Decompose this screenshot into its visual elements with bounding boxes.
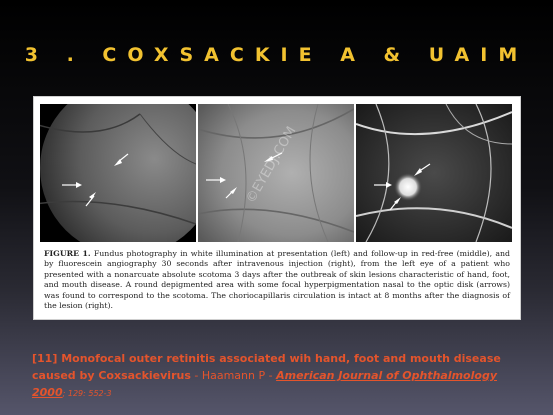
reference-journal-link[interactable]: American Journal of Ophthalmology 2000 [32,369,497,399]
figure-caption [44,249,510,311]
fundus-photos [40,104,512,242]
reference-author: - Haamann P - [190,369,277,382]
watermark-text: ©EYEDJ.COM [243,124,300,206]
fundus-photo-red-free [198,104,354,242]
fundus-image-right [356,104,512,242]
caption-lead: FIGURE 1. [44,249,91,258]
reference-citation [32,350,532,402]
reference-title: [11] Monofocal outer retinitis associated wih hand, foot and mouth disease caused by Coxsackievirus [32,352,501,382]
figure-panel [33,96,521,320]
fundus-photo-fluorescein [356,104,512,242]
slide-title: 3 . COXSACKIE A & UAIM [24,44,529,66]
reference-pages: ; 129: 552-3 [62,389,112,398]
caption-body: Fundus photography in white illumination at presentation (left) and follow-up in red-free (middle), and by fluorescein angiography 30 seconds after intravenous injection (right), from the left eye of a patient who presented with a nonarcuate absolute scotoma 3 days after the outbreak of skin lesions characteristic of hand, foot, and mouth disease. A round depigmented area with some focal hyperpigmentation nasal to the optic disk (arrows) was found to correspond to the scotoma. The choriocapillaris circulation is intact at 8 months after the diagnosis of the lesion (right). [44,249,511,311]
fundus-photo-white [40,104,196,242]
fundus-image-middle [198,104,354,242]
fundus-image-left [40,104,196,242]
